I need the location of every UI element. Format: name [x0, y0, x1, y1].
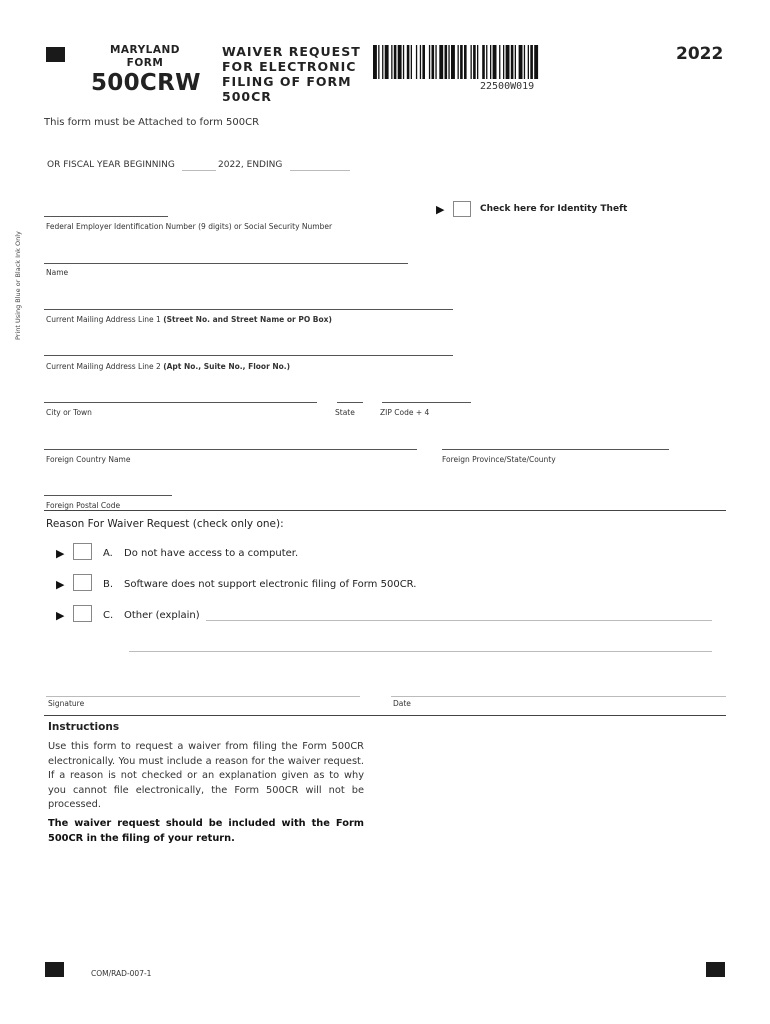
reason-c-text: Other (explain): [124, 610, 200, 621]
footer-code: COM/RAD-007-1: [91, 969, 152, 978]
reason-a-letter: A.: [103, 548, 113, 559]
fiscal-year-middle: 2022, ENDING: [218, 160, 283, 170]
ink-note: Print Using Blue or Black Ink Only: [14, 231, 22, 340]
right-triangle-icon: ▶: [56, 578, 65, 591]
instructions-paragraph: Use this form to request a waiver from filing the Form 500CR electronically. You must include a reason for the waiver request. If a reason is not checked or an explanation given as to why you cannot file electronically, the Form 500CR will not be processed.: [48, 741, 364, 810]
reason-b-checkbox[interactable]: [73, 574, 92, 591]
name-field[interactable]: [44, 263, 408, 264]
reason-b-text: Software does not support electronic filing of Form 500CR.: [124, 579, 417, 590]
form-title: [222, 44, 361, 104]
registration-mark-top-left: [46, 47, 65, 62]
city-label: City or Town: [46, 408, 92, 417]
fiscal-end-field[interactable]: [290, 170, 350, 171]
reason-a-checkbox[interactable]: [73, 543, 92, 560]
right-triangle-icon: ▶: [56, 547, 65, 560]
zip-field[interactable]: [382, 402, 471, 403]
state-field-label: State: [335, 408, 355, 417]
address2-hint: (Apt No., Suite No., Floor No.): [163, 362, 291, 371]
title-line-2: FOR ELECTRONIC: [222, 59, 357, 74]
barcode-text: 22500W019: [480, 81, 535, 92]
name-label: Name: [46, 268, 69, 277]
section-divider: [44, 510, 726, 511]
registration-mark-bottom-right: [706, 962, 725, 977]
title-line-3: FILING OF FORM: [222, 74, 352, 89]
foreign-country-label: Foreign Country Name: [46, 455, 131, 464]
signature-divider: [44, 715, 726, 716]
state-label: [100, 44, 190, 70]
foreign-country-field[interactable]: [44, 449, 417, 450]
identity-theft-label: Check here for Identity Theft: [480, 204, 628, 214]
signature-field[interactable]: [46, 696, 360, 697]
state-field[interactable]: [337, 402, 363, 403]
address1-label: Current Mailing Address Line 1: [46, 315, 161, 324]
fiscal-year-prefix: OR FISCAL YEAR BEGINNING: [47, 160, 175, 170]
right-triangle-icon: ▶: [56, 609, 65, 622]
form-word: FORM: [126, 57, 164, 69]
form-number: 500CRW: [91, 70, 201, 96]
foreign-postal-label: Foreign Postal Code: [46, 501, 121, 510]
reason-a-text: Do not have access to a computer.: [124, 548, 299, 559]
foreign-province-label: Foreign Province/State/County: [442, 455, 556, 464]
explain-field-line-2[interactable]: [129, 651, 712, 652]
tax-year: 2022: [676, 44, 724, 64]
address1-label-group: [46, 315, 332, 324]
reason-b-letter: B.: [103, 579, 114, 590]
fein-label: Federal Employer Identification Number (9 digits) or Social Security Number: [46, 222, 333, 231]
reason-heading: Reason For Waiver Request (check only one):: [46, 518, 284, 530]
date-label: Date: [393, 699, 411, 708]
explain-field-line-1[interactable]: [206, 620, 712, 621]
reason-c-letter: C.: [103, 610, 114, 621]
title-line-1: WAIVER REQUEST: [222, 44, 361, 59]
foreign-province-field[interactable]: [442, 449, 669, 450]
fiscal-begin-field[interactable]: [182, 170, 216, 171]
address2-label-group: [46, 362, 290, 371]
foreign-postal-field[interactable]: [44, 495, 172, 496]
reason-c-checkbox[interactable]: [73, 605, 92, 622]
city-field[interactable]: [44, 402, 317, 403]
address2-field[interactable]: [44, 355, 453, 356]
state-name: MARYLAND: [109, 44, 180, 56]
barcode: [373, 45, 645, 79]
zip-label: ZIP Code + 4: [380, 408, 430, 417]
right-triangle-icon: ▶: [436, 203, 445, 216]
identity-theft-checkbox[interactable]: [453, 201, 471, 217]
instructions-heading: Instructions: [48, 721, 120, 733]
registration-mark-bottom-left: [45, 962, 64, 977]
instructions-bold-paragraph: The waiver request should be included with the Form 500CR in the filing of your return.: [48, 818, 364, 844]
address2-label: Current Mailing Address Line 2: [46, 362, 161, 371]
address1-field[interactable]: [44, 309, 453, 310]
fein-field[interactable]: [44, 216, 168, 217]
attach-note: This form must be Attached to form 500CR: [44, 117, 260, 128]
address1-hint: (Street No. and Street Name or PO Box): [163, 315, 332, 324]
signature-label: Signature: [48, 699, 85, 708]
title-line-4: 500CR: [222, 89, 272, 104]
date-field[interactable]: [391, 696, 726, 697]
